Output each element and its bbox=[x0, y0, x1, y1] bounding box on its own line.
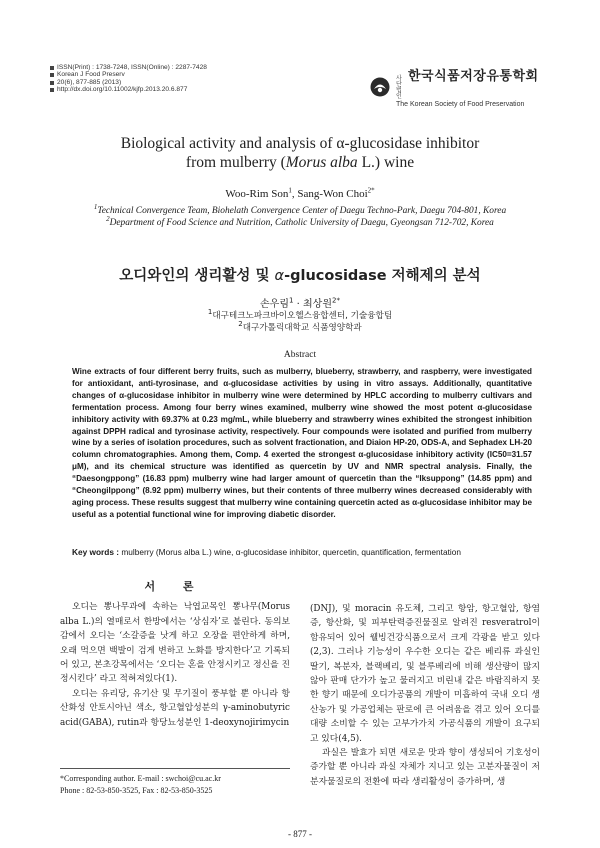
affil-mark: 1 bbox=[207, 308, 213, 317]
bullet-icon bbox=[50, 66, 54, 70]
affiliation-1 bbox=[0, 202, 600, 217]
korean-affiliations bbox=[0, 310, 600, 334]
corresponding-email: *Corresponding author. E-mail : swchoi@cu.ac.kr bbox=[60, 774, 221, 783]
page-number: - 877 - bbox=[288, 829, 312, 839]
title-text-end: L.) wine bbox=[357, 154, 415, 171]
corresponding-phone: Phone : 82-53-850-3525, Fax : 82-53-850-3525 bbox=[60, 786, 213, 795]
title-line-1: Biological activity and analysis of α-glucosidase inhibitor bbox=[120, 135, 480, 152]
affil-mark: 1 bbox=[289, 296, 294, 305]
affil-mark: 1 bbox=[93, 202, 98, 211]
society-name-en: The Korean Society of Food Preservation bbox=[396, 101, 525, 108]
journal-name: Korean J Food Preserv bbox=[57, 71, 125, 79]
korean-title-text: 오디와인의 생리활성 및 bbox=[119, 268, 275, 284]
section-heading: 서 론 bbox=[144, 580, 206, 593]
author-separator: , bbox=[291, 188, 298, 200]
paragraph: 오디는 유리당, 유기산 및 무기질이 풍부할 뿐 아니라 항산화성 안토시아닌 색소, 항고혈압성분의 γ-aminobutyric acid(GABA), rutin과 항당뇨성분인 1-deoxynojirimycin bbox=[60, 688, 290, 728]
affil-mark: 2 bbox=[106, 214, 110, 223]
affil-text: 대구테크노파크바이오헬스융합센터, 기술융합팀 bbox=[212, 311, 393, 321]
corresponding-author-footnote bbox=[60, 768, 290, 797]
volume-pages: 20(6), 877-885 (2013) bbox=[57, 78, 122, 86]
author-name: Sang-Won Choi bbox=[297, 188, 368, 200]
affil-mark: 2* bbox=[332, 296, 340, 305]
bullet-icon bbox=[50, 73, 54, 77]
korean-title-text-end: -glucosidase 저해제의 분석 bbox=[284, 268, 481, 284]
korean-author: · 최상원 bbox=[293, 299, 332, 310]
korean-affiliation-1 bbox=[0, 310, 600, 322]
affil-text: Technical Convergence Team, Biohelath Convergence Center of Daegu Techno-Park, Daegu 704-801, Korea bbox=[97, 206, 507, 216]
affil-text: Department of Food Science and Nutrition, Catholic University of Daegu, Gyeongsan 712-702, Korea bbox=[109, 218, 494, 228]
keywords-text: mulberry (Morus alba L.) wine, α-glucosidase inhibitor, quercetin, quantification, fermentation bbox=[121, 547, 461, 557]
affiliation-2 bbox=[0, 214, 600, 229]
paragraph: 오디는 뽕나무과에 속하는 낙엽교목인 뽕나무(Morus alba L.)의 열매로서 한방에서는 ‘상심자’로 불린다. 동의보감에서 오디는 ‘소갈증을 낫게 하고 오장을 편안하게 하며, 오래 먹으면 백발이 검게 변하고 노화를 방지한다’고 기록되어 있고, 본초강목에서는 ‘오디는 혼을 안정시키고 정신을 진정시킨다’ 라고 적혀져있다(1). bbox=[60, 602, 290, 685]
paragraph: (DNJ), 및 moracin 유도체, 그리고 항암, 항고혈압, 항염증, 항산화, 및 피부탄력증진물질로 알려진 resveratrol이 함유되어 있어 웰빙건강식품으로서 크게 각광을 받고 있다(2,3). 그러나 기능성이 우수한 오디는 같은 베리류 과실인 딸기, 복분자, 블랙베리, 및 블루베리에 비해 생산량이 많지 않아 판매 단가가 높고 물러지고 비린내 같은 바람직하지 못한 향기 때문에 오디가공품의 개발이 미흡하여 국내 오디 생산농가 및 가공업체는 판로에 큰 어려움을 겪고 있어 오디를 대량 소비할 수 있는 고부가가치 가공식품의 개발이 요구되고 있다(4,5). bbox=[310, 604, 540, 744]
society-name: 한국식품저장유통학회 bbox=[408, 69, 539, 84]
author-affil-mark: 2* bbox=[367, 186, 375, 195]
species-name: Morus alba bbox=[285, 154, 358, 171]
keywords bbox=[72, 547, 532, 558]
bullet-icon bbox=[50, 88, 54, 92]
paragraph: 과실은 발효가 되면 새로운 맛과 향이 생성되어 기호성이 증가할 뿐 아니라 과실 자체가 지니고 있는 고분자물질이 저분자물질로의 전환에 따라 생리활성이 증가하며, 생 bbox=[310, 748, 540, 787]
korean-author: 손우림 bbox=[260, 299, 289, 310]
korean-authors bbox=[0, 295, 600, 310]
abstract-heading: Abstract bbox=[283, 350, 317, 360]
issn-line: ISSN(Print) : 1738-7248, ISSN(Online) : 2287-7428 bbox=[57, 64, 207, 71]
society-emblem-icon bbox=[370, 77, 390, 97]
affil-text: 대구가톨릭대학교 식품영양학과 bbox=[242, 323, 362, 333]
doi-link[interactable]: http://dx.doi.org/10.11002/kjfp.2013.20.6.877 bbox=[57, 86, 188, 94]
abstract-text: Wine extracts of four different berry fruits, such as mulberry, blueberry, strawberry, and raspberry, were investigated for antioxidant, anti-tyrosinase, and α-glucosidase activities by using in vitro assays. Additionally, quantitative changes of α-glucosidase inhibitor in mulberry wine were determined by HPLC according to mulberry cultivars and fermentation process. Among four berry wines examined, mulberry wine showed the most potent α-glucosidase inhibitory activity with 69.37% at 0.23 mg/mL, while blueberry and strawberry wines exhibited the strongest inhibition against DPPH radical and tyrosinase activity, respectively. Four compounds were isolated and purified from mulberry wine by a series of isolation procedures, such as solvent fractionation, and Diaion HP-20, ODS-A, and Sephadex LH-20 column chromatographies. Among them, Comp. 4 exerted the strongest α-glucosidase inhibitory activity (IC50=31.57 μM), and its chemical structure was identified as quercetin by UV and NMR spectral analysis. Finally, the “Daesongppong” (16.83 ppm) mulberry wine had larger amount of quercetin than the “Iksuppong” (14.85 ppm) and “Cheongilppong” (8.92 ppm) mulberry wines, but their contents of three mulberry wines decreased considerably with aging process. These results suggest that mulberry wine containing quercetin acted as α-glucosidase inhibitor may be useful as a potential functional wine for improving diabetic disorder. bbox=[72, 367, 532, 519]
paper-title bbox=[0, 134, 600, 172]
body-column-right bbox=[310, 602, 540, 789]
body-column-left bbox=[60, 580, 290, 730]
affil-mark: 2 bbox=[238, 320, 243, 329]
korean-title bbox=[0, 264, 600, 285]
journal-info bbox=[50, 64, 207, 94]
society-prefix: 사단법인 bbox=[396, 75, 402, 100]
title-text: from mulberry ( bbox=[185, 154, 286, 171]
bullet-icon bbox=[50, 81, 54, 85]
alpha-symbol: α bbox=[274, 268, 285, 284]
affiliations bbox=[0, 202, 600, 229]
keywords-label: Key words : bbox=[72, 547, 120, 557]
author-list bbox=[0, 188, 600, 200]
title-line-2 bbox=[0, 153, 600, 172]
author-name: Woo-Rim Son bbox=[225, 188, 289, 200]
author-affil-mark: 1 bbox=[288, 186, 292, 195]
society-logo bbox=[370, 65, 539, 108]
korean-affiliation-2 bbox=[0, 322, 600, 334]
